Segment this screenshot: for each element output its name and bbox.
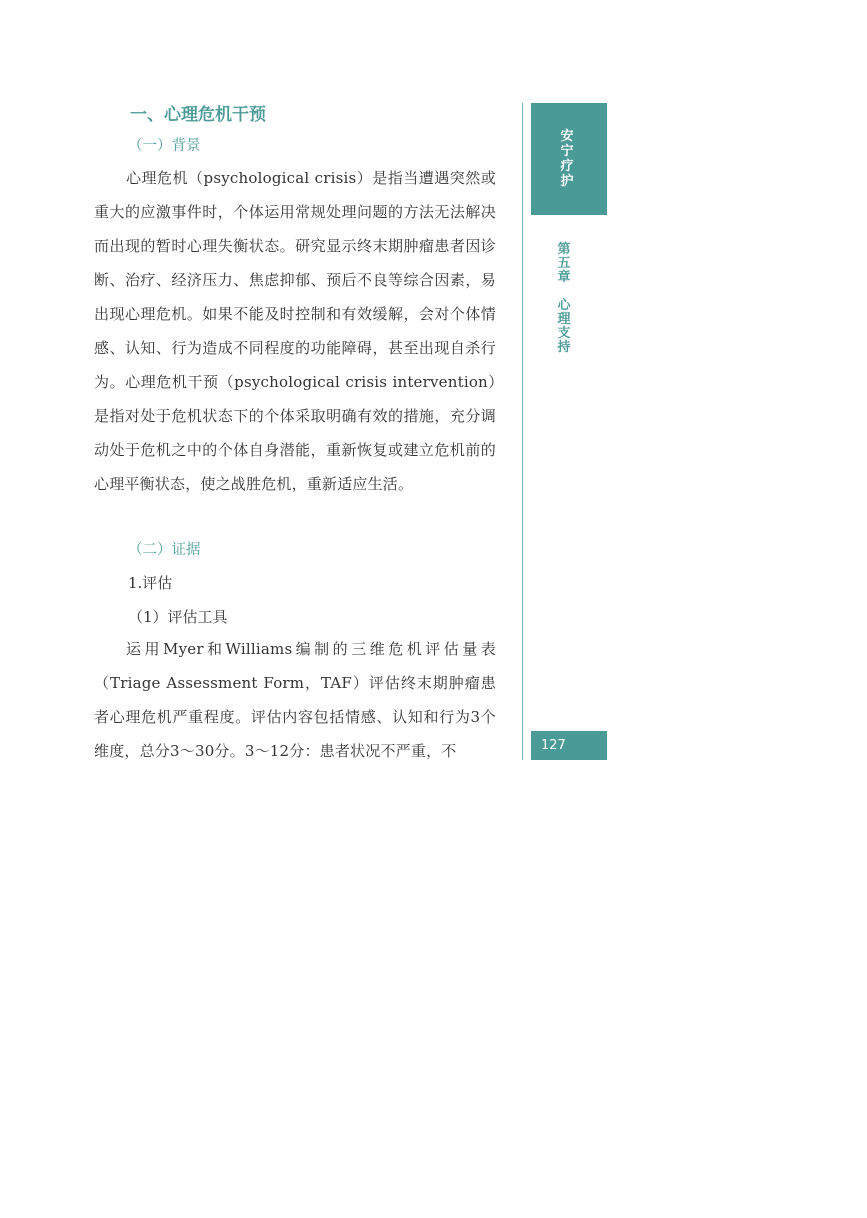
item-assessment-tool: （1）评估工具: [128, 608, 228, 626]
background-paragraph: 心理危机（psychological crisis）是指当遭遇突然或重大的应激事件时，个体运用常规处理问题的方法无法解决而出现的暂时心理失衡状态。研究显示终末期肿瘤患者因诊断、治疗、经济压力、焦虑抑郁、预后不良等综合因素，易出现心理危机。如果不能及时控制和有效缓解，会对个体情感、认知、行为造成不同程度的功能障碍，甚至出现自杀行为。心理危机干预（psychological crisis intervention）是指对处于危机状态下的个体采取明确有效的措施，充分调动处于危机之中的个体自身潜能，重新恢复或建立危机前的心理平衡状态，使之战胜危机，重新适应生活。: [94, 169, 496, 493]
chapter-label: [556, 243, 572, 355]
margin-rule: [522, 103, 523, 760]
chapter-title: 心理支持: [557, 298, 571, 355]
evidence-heading: （二）证据: [128, 542, 201, 558]
tool-paragraph: 运用Myer和Williams编制的三维危机评估量表（Triage Assessment Form，TAF）评估终末期肿瘤患者心理危机严重程度。评估内容包括情感、认知和行为3个维度，总分3～30分。3～12分：患者状况不严重，不: [94, 640, 496, 760]
book-tab: [531, 103, 607, 215]
page-number-tab: [531, 731, 607, 760]
item-assessment: 1.评估: [128, 574, 173, 592]
chapter-number: 第五章: [557, 242, 571, 285]
page-number: 127: [541, 738, 566, 753]
background-heading: （一）背景: [128, 138, 201, 154]
section-title: 一、心理危机干预: [130, 105, 266, 125]
book-tab-label: 安宁疗护: [560, 129, 574, 189]
